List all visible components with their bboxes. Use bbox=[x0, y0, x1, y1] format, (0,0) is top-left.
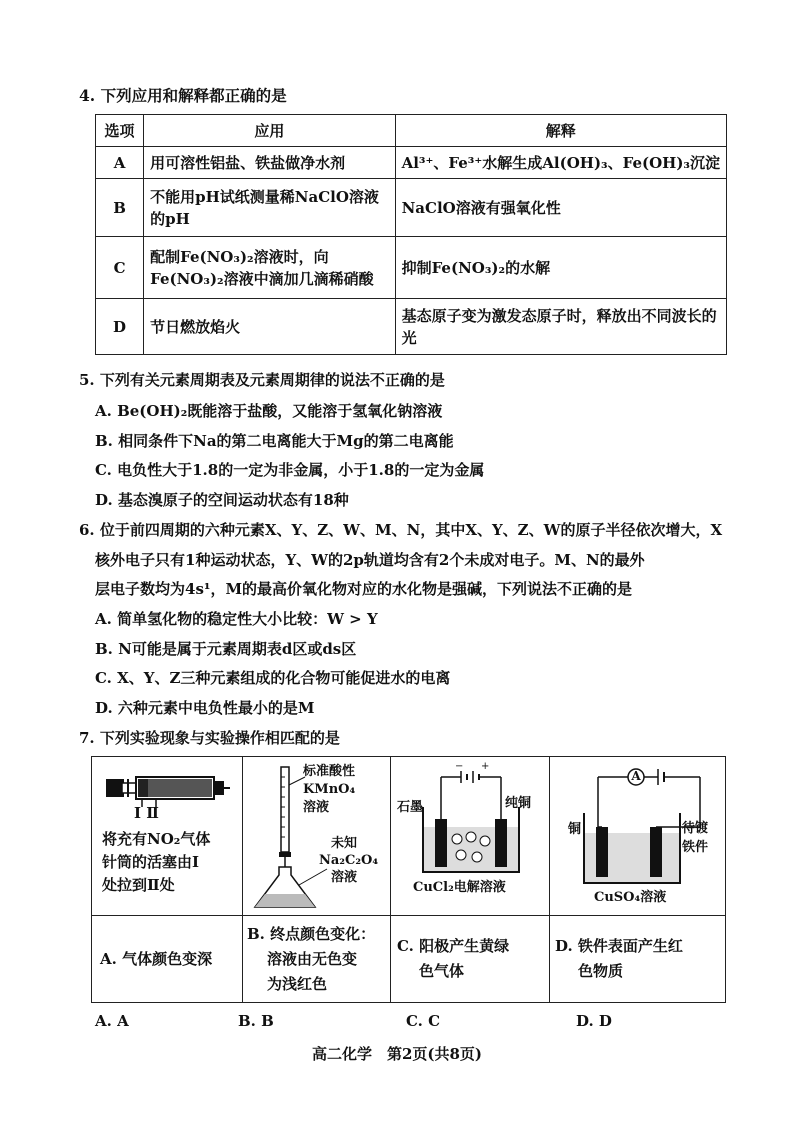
answer-b-cell bbox=[242, 915, 391, 1003]
q6-stem-line-2: 核外电子只有1种运动状态，Y、W的2p轨道均含有2个未成对电子。M、N的最外 bbox=[95, 551, 645, 569]
q4-table bbox=[95, 114, 727, 355]
q6-stem-line-3: 层电子数均为4s¹，M的最高价氧化物对应的水化物是强碱，下列说法不正确的是 bbox=[95, 580, 633, 598]
page-footer: 高二化学 第2页(共8页) bbox=[311, 1045, 483, 1063]
q5-option-a: A. Be(OH)₂既能溶于盐酸，又能溶于氢氧化钠溶液 bbox=[95, 402, 443, 420]
choice-b: B. B bbox=[238, 1012, 274, 1030]
row-option: B bbox=[96, 179, 144, 237]
figure-a-desc-3: 处拉到Ⅱ处 bbox=[102, 876, 175, 894]
q6-option-a: A. 简单氢化物的稳定性大小比较：W > Y bbox=[95, 610, 378, 628]
answer-d-cell bbox=[549, 915, 726, 1003]
syringe-icon bbox=[92, 757, 242, 837]
q5-option-c: C. 电负性大于1.8的一定为非金属，小于1.8的一定为金属 bbox=[95, 461, 485, 479]
figure-a-desc-1: 将充有NO₂气体 bbox=[102, 830, 211, 848]
answer-a-text: A. 气体颜色变深 bbox=[100, 950, 213, 968]
cuso4-label: CuSO₄溶液 bbox=[594, 890, 667, 905]
row-option: C bbox=[96, 237, 144, 299]
q4-stem: 4. 下列应用和解释都正确的是 bbox=[79, 86, 287, 105]
q6-option-b: B. N可能是属于元素周期表d区或ds区 bbox=[95, 640, 357, 658]
position-marks: Ⅰ Ⅱ bbox=[134, 804, 159, 822]
table-row bbox=[96, 299, 727, 355]
table-row bbox=[96, 147, 727, 179]
row-explanation: Al³⁺、Fe³⁺水解生成Al(OH)₃、Fe(OH)₃沉淀 bbox=[395, 147, 726, 179]
q7-stem: 7. 下列实验现象与实验操作相匹配的是 bbox=[79, 729, 340, 747]
svg-text:+: + bbox=[481, 761, 490, 772]
figure-d-cell bbox=[549, 756, 726, 916]
answer-d-line-2: 色物质 bbox=[578, 962, 624, 980]
q6-option-d: D. 六种元素中电负性最小的是M bbox=[95, 699, 315, 717]
choice-d: D. D bbox=[576, 1012, 612, 1030]
figure-b-label1-2: KMnO₄ bbox=[303, 782, 356, 797]
choice-a: A. A bbox=[95, 1012, 129, 1030]
q6-option-c: C. X、Y、Z三种元素组成的化合物可能促进水的电离 bbox=[95, 669, 451, 687]
table-row bbox=[96, 237, 727, 299]
copper-electrode-label: 铜 bbox=[568, 822, 582, 837]
header-application: 应用 bbox=[144, 115, 395, 147]
row-option: A bbox=[96, 147, 144, 179]
figure-a-desc-2: 针筒的活塞由Ⅰ bbox=[102, 853, 200, 871]
answer-c-cell bbox=[390, 915, 550, 1003]
q5-option-b: B. 相同条件下Na的第二电离能大于Mg的第二电离能 bbox=[95, 432, 454, 450]
iron-part-label-1: 待镀 bbox=[682, 821, 709, 836]
answer-c-line-2: 色气体 bbox=[419, 962, 465, 980]
figure-b-label2-1: 未知 bbox=[331, 836, 358, 851]
figure-b-label2-3: 溶液 bbox=[331, 870, 358, 885]
row-explanation: 抑制Fe(NO₃)₂的水解 bbox=[395, 237, 726, 299]
row-option: D bbox=[96, 299, 144, 355]
answer-b-line-3: 为浅红色 bbox=[267, 975, 328, 993]
table-header-row bbox=[96, 115, 727, 147]
row-application: 配制Fe(NO₃)₂溶液时，向Fe(NO₃)₂溶液中滴加几滴稀硝酸 bbox=[144, 237, 395, 299]
answer-a-cell bbox=[91, 915, 243, 1003]
header-explanation: 解释 bbox=[395, 115, 726, 147]
answer-d-line-1: D. 铁件表面产生红 bbox=[555, 937, 683, 955]
q5-option-d: D. 基态溴原子的空间运动状态有18种 bbox=[95, 491, 349, 509]
figure-b-label1-3: 溶液 bbox=[303, 800, 330, 815]
q5-stem: 5. 下列有关元素周期表及元素周期律的说法不正确的是 bbox=[79, 371, 445, 389]
row-application: 不能用pH试纸测量稀NaClO溶液的pH bbox=[144, 179, 395, 237]
svg-text:−: − bbox=[455, 761, 464, 772]
figure-a-cell bbox=[91, 756, 243, 916]
row-application: 节日燃放焰火 bbox=[144, 299, 395, 355]
figure-b-cell bbox=[242, 756, 391, 916]
answer-b-line-2: 溶液由无色变 bbox=[267, 950, 358, 968]
ammeter-label: A bbox=[631, 769, 641, 783]
table-row bbox=[96, 179, 727, 237]
answer-c-line-1: C. 阳极产生黄绿 bbox=[397, 937, 510, 955]
figure-b-label1-1: 标准酸性 bbox=[303, 764, 356, 779]
cucl2-label: CuCl₂电解溶液 bbox=[413, 880, 506, 895]
answer-b-line-1: B. 终点颜色变化： bbox=[247, 925, 376, 943]
figure-c-cell bbox=[390, 756, 550, 916]
figure-b-label2-2: Na₂C₂O₄ bbox=[319, 853, 379, 868]
q6-stem-line-1: 6. 位于前四周期的六种元素X、Y、Z、W、M、N，其中X、Y、Z、W的原子半径依次增大，X bbox=[79, 521, 723, 539]
copper-label: 纯铜 bbox=[505, 796, 532, 811]
row-explanation: 基态原子变为激发态原子时，释放出不同波长的光 bbox=[395, 299, 726, 355]
choice-c: C. C bbox=[406, 1012, 441, 1030]
iron-part-label-2: 铁件 bbox=[682, 840, 709, 855]
row-explanation: NaClO溶液有强氧化性 bbox=[395, 179, 726, 237]
row-application: 用可溶性铝盐、铁盐做净水剂 bbox=[144, 147, 395, 179]
graphite-label: 石墨 bbox=[397, 800, 424, 815]
header-option: 选项 bbox=[96, 115, 144, 147]
